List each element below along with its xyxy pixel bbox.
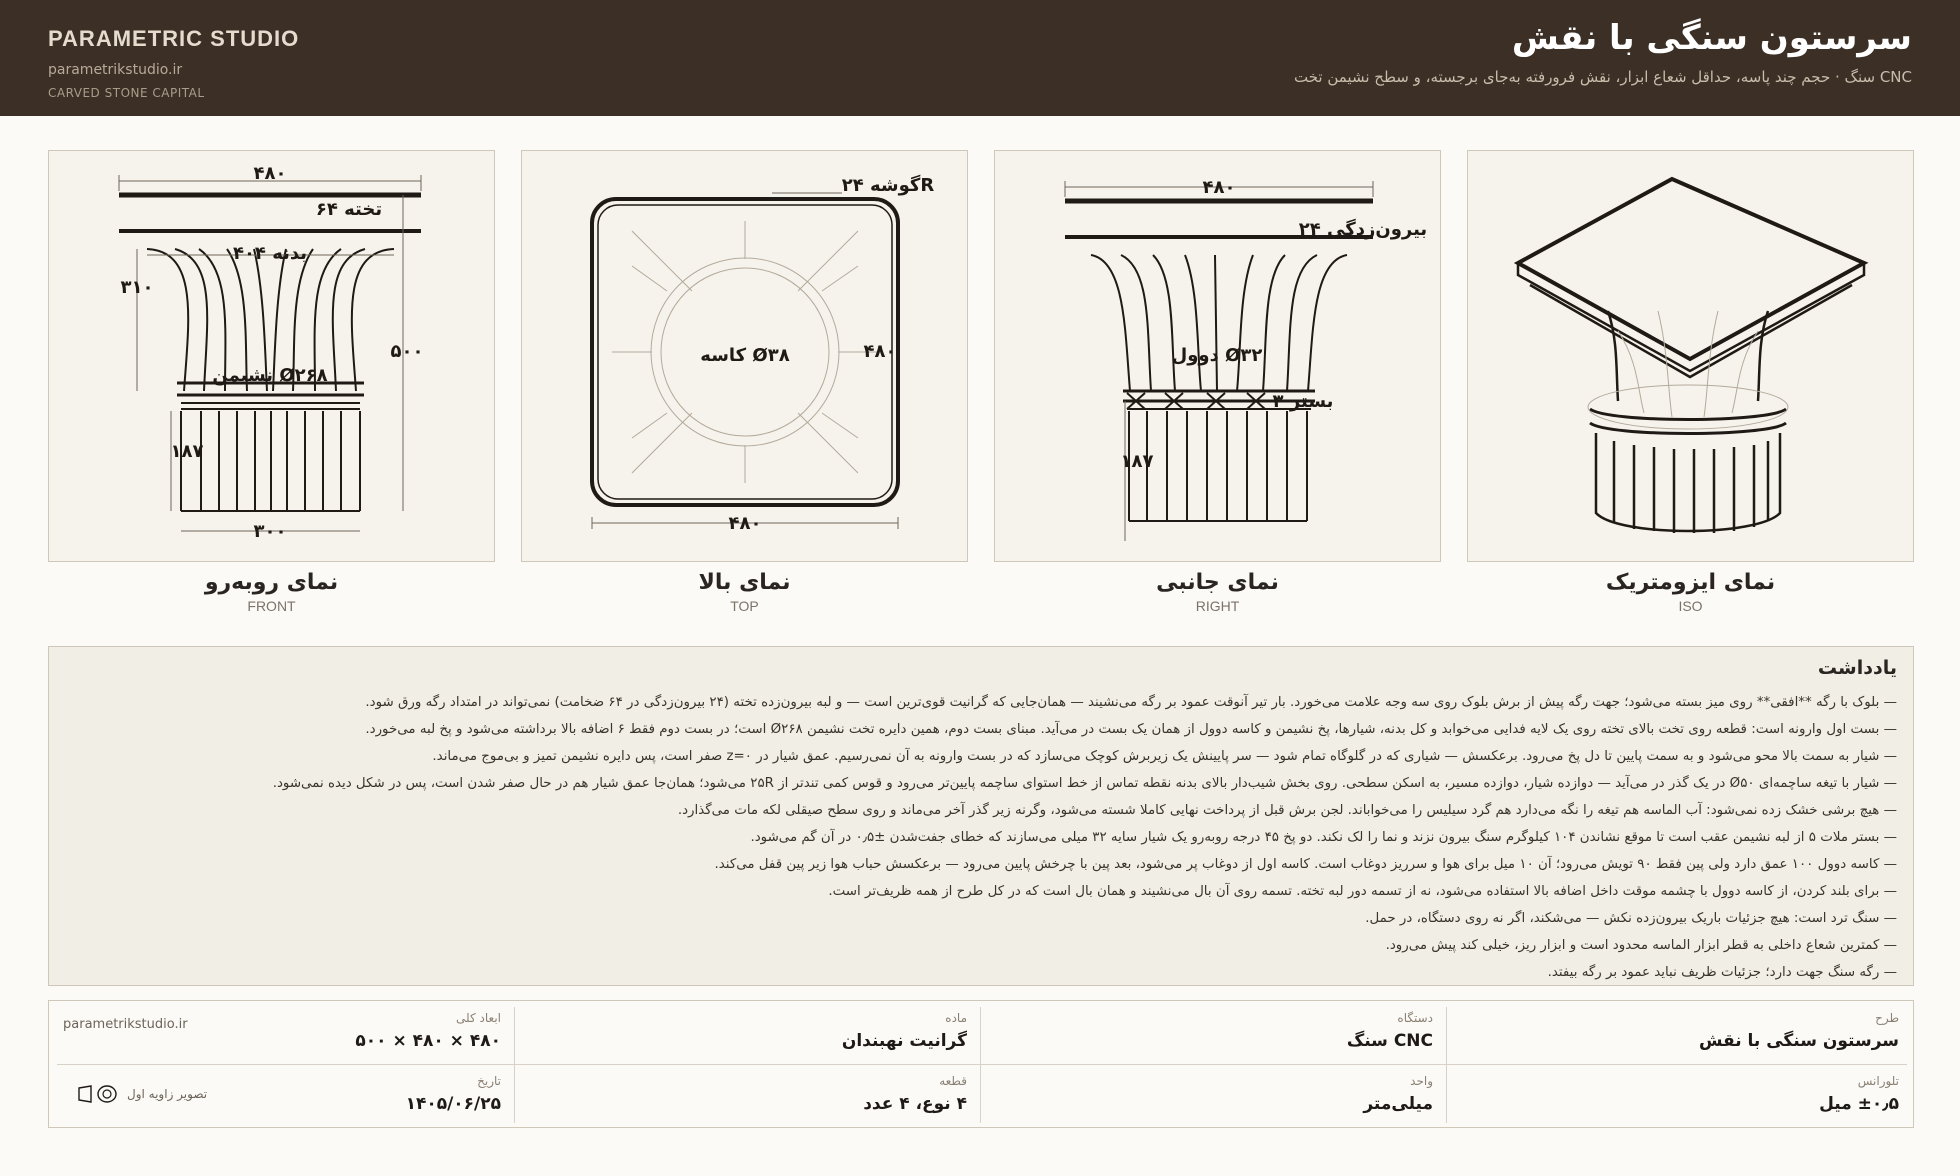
tb-cell-design <box>1447 1001 1913 1061</box>
top-dim-height: ۴۸۰ <box>863 341 897 362</box>
top-view-label: نمای بالا <box>698 570 791 595</box>
tb-key: ماده <box>945 1011 967 1025</box>
tb-key: طرح <box>1875 1011 1899 1025</box>
note-item: — هیچ برشی خشک زده نمی‌شود: آب الماسه هم تیغه را نگه می‌دارد هم گرد سیلیس را می‌خواباند. لجن برش قبل از پرداخت نهایی کاملا شسته می‌شود، وگرنه زیر گذر آخر می‌ماند و روی سطح صیقلی لکه مات می‌گذارد. <box>677 803 1897 818</box>
tb-key: تلورانس <box>1857 1074 1899 1088</box>
tb-key: ابعاد کلی <box>456 1011 501 1025</box>
iso-view-drawing <box>1468 151 1913 561</box>
first-angle-projection-icon <box>75 1083 119 1105</box>
notes-list <box>65 689 1897 986</box>
top-view-panel <box>521 150 968 562</box>
top-dim-corner: گوشه ۲۴R <box>841 175 935 196</box>
tb-value: سرستون سنگی با نقش <box>1698 1031 1899 1051</box>
note-item: — رگه سنگ جهت دارد؛ جزئیات ظریف نباید عمود بر رگه بیفتد. <box>1547 965 1897 980</box>
projection-note <box>75 1083 207 1105</box>
tb-cell-material <box>515 1001 981 1061</box>
page-subtitle: CNC سنگ · حجم چند پاسه، حداقل شعاع ابزار، نقش فرورفته به‌جای برجسته، و سطح نشیمن تخت <box>1293 68 1912 86</box>
tb-value: گرانیت نهبندان <box>841 1031 967 1051</box>
right-dim-bed: بستر ۳ <box>1272 391 1334 412</box>
drawing-views <box>48 150 1914 620</box>
tb-divider <box>57 1064 1907 1065</box>
note-item: — برای بلند کردن، از کاسه دوول با چشمه موقت داخل اضافه بالا استفاده می‌شود، نه از تسمه دور لبه تخته. تسمه روی آن بال می‌نشیند و همان بال است که در کل طرح از همه ظریف‌تر است. <box>828 884 1897 899</box>
tb-key: تاریخ <box>477 1074 501 1088</box>
tb-key: دستگاه <box>1397 1011 1433 1025</box>
front-view-sub: FRONT <box>247 598 296 614</box>
tb-cell-tolerance <box>1447 1064 1913 1124</box>
front-dim-base: ۳۰۰ <box>253 521 287 542</box>
front-dim-bell: ۳۱۰ <box>120 277 154 298</box>
right-dim-overhang: بیرون‌زدگی ۲۴ <box>1298 219 1428 240</box>
iso-view-panel <box>1467 150 1914 562</box>
brand-name: PARAMETRIC STUDIO <box>48 26 300 51</box>
projection-label: تصویر زاویه اول <box>127 1087 208 1101</box>
iso-view-label: نمای ایزومتریک <box>1605 570 1776 595</box>
notes-heading: یادداشت <box>1817 657 1897 679</box>
top-dim-width: ۴۸۰ <box>728 513 762 534</box>
note-item: — بستر ملات ۵ از لبه نشیمن عقب است تا موقع نشاندن ۱۰۴ کیلوگرم سنگ بیرون نزند و نما را لک نکند. دو پخ ۴۵ درجه روبه‌رو یک شیار سایه ۳۲ میلی می‌سازند که خطای جفت‌شدن ±۰٫۵ در آن گم می‌شود. <box>750 830 1897 845</box>
tb-value: ۴ نوع، ۴ عدد <box>863 1094 967 1114</box>
iso-view-sub: ISO <box>1678 598 1703 614</box>
note-item: — شیار با تیغه ساچمه‌ای Ø۵۰ در یک گذر در می‌آید — دوازده شیار، دوازده مسیر، به اسکن سطحی. روی بخش شیب‌دار بالای بدنه نقطه تماس از خط استوای ساچمه پایین‌تر می‌رود و قوس کمی تندتر از ۲۵R می‌شود؛ همان‌جا عمق شیار هم در حال صفر شدن است، پس در شکل دیده نمی‌شود. <box>272 776 1897 791</box>
right-dim-width: ۴۸۰ <box>1202 177 1236 198</box>
top-view-sub: TOP <box>730 598 759 614</box>
title-block <box>48 1000 1914 1128</box>
front-dim-shaft: ۱۸۷ <box>170 441 204 462</box>
tb-value: میلی‌متر <box>1363 1094 1433 1114</box>
note-item: — کمترین شعاع داخلی به قطر ابزار الماسه محدود است و ابزار ریز، خیلی کند پیش می‌رود. <box>1385 938 1897 953</box>
note-item: — کاسه دوول ۱۰۰ عمق دارد ولی پین فقط ۹۰ تویش می‌رود؛ آن ۱۰ میل برای هوا و سرریز دوغاب است. کاسه اول از دوغاب پر می‌شود، بعد پین با چرخش پایین می‌رود — برعکسش حباب هوا زیر پین قفل می‌کند. <box>714 857 1897 872</box>
front-view-drawing <box>49 151 494 561</box>
front-dim-width: ۴۸۰ <box>253 163 287 184</box>
front-dim-seat: نشیمن Ø۲۶۸ <box>212 365 328 386</box>
tb-key: واحد <box>1410 1074 1433 1088</box>
note-item: — شیار به سمت بالا محو می‌شود و به سمت پایین تا دل پخ می‌رود. برعکسش — شیاری که در گلوگاه تمام شود — سر پایینش یک زیربرش کوچک می‌سازد که در بست وارونه به آن نمی‌رسیم. عمق شیار در z=۰ صفر است، پس دایره نشیمن تمیز و بی‌موج می‌ماند. <box>432 749 1897 764</box>
front-dim-slab: تخته ۶۴ <box>315 199 383 220</box>
header <box>0 0 1960 116</box>
front-dim-body: بدنه ۴۰۴ <box>232 243 308 264</box>
front-view-label: نمای روبه‌رو <box>204 570 339 595</box>
notes-panel <box>48 646 1914 986</box>
note-item: — بلوک با رگه **افقی** روی میز بسته می‌شود؛ جهت رگه پیش از برش بلوک روی سه وجه علامت می‌خورد. بار تیر آنوقت عمود بر رگه می‌نشیند — همان‌جایی که گرانیت قوی‌ترین است — و لبه بیرون‌زده تخته (۲۴ بیرون‌زدگی در ۶۴ ضخامت) نمی‌تواند در امتداد رگه ورق شود. <box>365 695 1897 710</box>
tb-cell-parts <box>515 1064 981 1124</box>
tb-divider <box>980 1007 981 1123</box>
page-title: سرستون سنگی با نقش <box>1511 18 1912 58</box>
brand-subtitle: CARVED STONE CAPITAL <box>48 86 205 100</box>
tb-value: CNC سنگ <box>1346 1031 1433 1051</box>
tb-cell-unit <box>981 1064 1447 1124</box>
top-dim-bowl: کاسه Ø۳۸ <box>700 345 790 366</box>
note-item: — بست اول وارونه است: قطعه روی تخت بالای تخته روی یک لایه فدایی می‌خوابد و کل بدنه، شیارها، پخ نشیمن و کاسه دوول از همان یک بست در می‌آید. مبنای بست دوم، همین دایره تخت نشیمن Ø۲۶۸ است؛ در بست دوم فقط ۶ اضافه بالا برداشته می‌شود و پخ لبه می‌خورد. <box>365 722 1897 737</box>
tb-value: ۱۴۰۵/۰۶/۲۵ <box>405 1094 501 1114</box>
tb-key: قطعه <box>939 1074 967 1088</box>
tb-value: ۴۸۰ × ۴۸۰ × ۵۰۰ <box>355 1031 501 1051</box>
right-view-panel <box>994 150 1441 562</box>
top-view-drawing <box>522 151 967 561</box>
tb-cell-machine <box>981 1001 1447 1061</box>
tb-divider <box>1446 1007 1447 1123</box>
right-dim-shaft: ۱۸۷ <box>1120 451 1154 472</box>
tb-url[interactable]: parametrikstudio.ir <box>63 1017 188 1032</box>
front-view-panel <box>48 150 495 562</box>
brand-url[interactable]: parametrikstudio.ir <box>48 62 183 78</box>
right-view-sub: RIGHT <box>1195 598 1240 614</box>
right-dim-dowel: دوول Ø۳۲ <box>1171 345 1263 366</box>
front-dim-total: ۵۰۰ <box>390 341 424 362</box>
note-item: — سنگ ترد است: هیچ جزئیات باریک بیرون‌زده نکش — می‌شکند، اگر نه روی دستگاه، در حمل. <box>1365 911 1897 926</box>
right-view-drawing <box>995 151 1440 561</box>
tb-value: ±۰٫۵ میل <box>1819 1094 1899 1114</box>
right-view-label: نمای جانبی <box>1156 570 1279 595</box>
tb-divider <box>514 1007 515 1123</box>
